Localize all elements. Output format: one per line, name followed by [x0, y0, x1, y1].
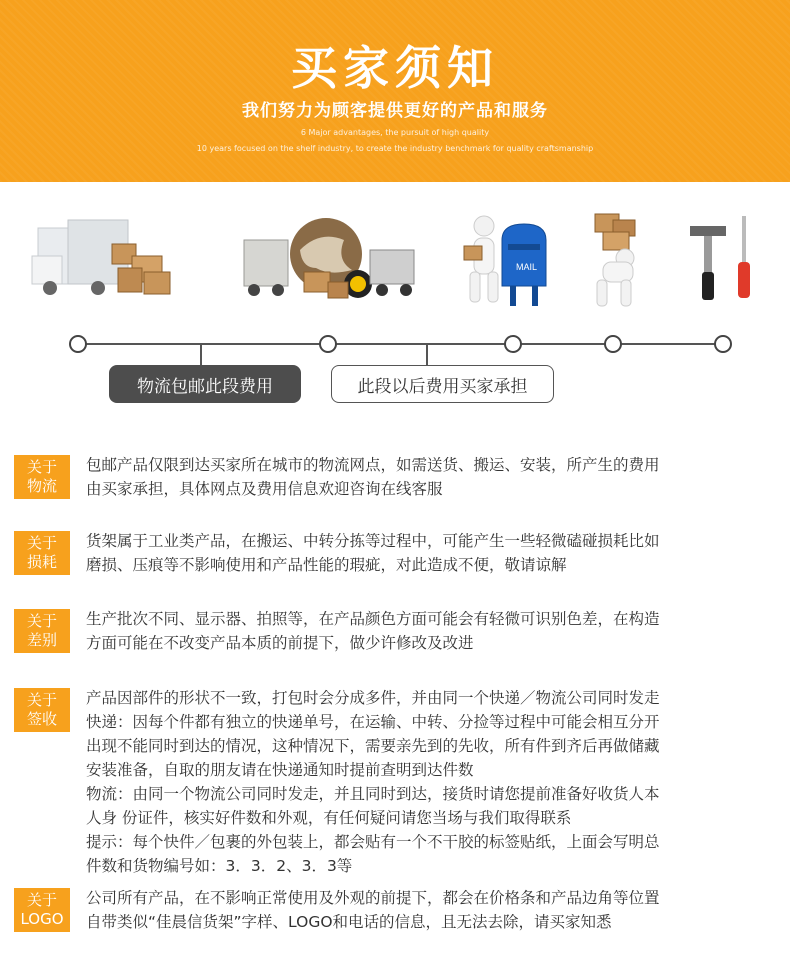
english-tagline-2: 10 years focused on the shelf industry, to create the industry benchmark for quality craftsmanship — [196, 144, 594, 153]
notice-text: 由买家承担，具体网点及费用信息欢迎咨询在线客服 — [86, 480, 443, 498]
notice-text: 提示：每个快件／包裹的外包装上，都会贴有一个不干胶的标签贴纸，上面会写明总 — [86, 833, 660, 851]
notice-text: 物流：由同一个物流公司同时发走，并且同时到达，接货时请您提前准备好收货人本 — [86, 785, 660, 803]
notice-text: 快递：因每个件都有独立的快递单号，在运输、中转、分捡等过程中可能会相互分开 — [86, 713, 660, 731]
notice-body — [86, 607, 786, 655]
header-banner — [0, 0, 790, 182]
timeline-node — [69, 335, 87, 353]
notice-body — [86, 686, 786, 878]
notice-text: 公司所有产品，在不影响正常使用及外观的前提下，都会在价格条和产品边角等位置 — [86, 889, 660, 907]
free-shipping-segment-label: 物流包邮此段费用 — [109, 365, 301, 403]
timeline-node — [319, 335, 337, 353]
timeline-connector — [200, 344, 202, 366]
notice-body — [86, 529, 786, 577]
notice-text: 磨损、压痕等不影响使用和产品性能的瑕疵，对此造成不便，敬请谅解 — [86, 556, 567, 574]
notice-tag — [14, 609, 70, 653]
notice-tag — [14, 688, 70, 732]
notice-tag-line: 关于 — [26, 691, 57, 709]
notice-logo — [14, 888, 784, 938]
notice-text: 安装准备，自取的朋友请在快递通知时提前查明到达件数 — [86, 761, 474, 779]
english-tagline-1: 6 Major advantages, the pursuit of high quality — [300, 128, 490, 137]
notice-tag-line: 损耗 — [26, 553, 57, 571]
notice-tag — [14, 531, 70, 575]
delivery-process-illustrations — [0, 210, 790, 320]
notice-text: 生产批次不同、显示器、拍照等，在产品颜色方面可能会有轻微可识别色差，在构造 — [86, 610, 660, 628]
notice-tag-line: 关于 — [26, 891, 57, 909]
notice-difference — [14, 609, 784, 659]
notice-text: 货架属于工业类产品，在搬运、中转分拣等过程中，可能产生一些轻微磕碰损耗比如 — [86, 532, 660, 550]
notice-text: 自带类似“佳晨信货架”字样、LOGO和电话的信息，且无法去除，请买家知悉 — [86, 913, 612, 931]
notice-tag-line: 差别 — [26, 631, 57, 649]
notice-tag-line: 关于 — [26, 534, 57, 552]
notice-text: 包邮产品仅限到达买家所在城市的物流网点，如需送货、搬运、安装，所产生的费用 — [86, 456, 660, 474]
notice-text: 件数和货物编号如：3．3．2、3．3等 — [86, 857, 353, 875]
carrying-boxes-icon — [575, 210, 665, 310]
global-logistics-icon — [240, 210, 420, 310]
notice-text: 产品因部件的形状不一致，打包时会分成多件，并由同一个快递／物流公司同时发走 — [86, 689, 660, 707]
page-title: 买家须知 — [291, 41, 499, 95]
buyer-paid-segment-label: 此段以后费用买家承担 — [331, 365, 554, 403]
notice-text: 方面可能在不改变产品本质的前提下，做少许修改及改进 — [86, 634, 474, 652]
tools-icon — [680, 210, 770, 310]
notice-tag-line: 关于 — [26, 612, 57, 630]
process-timeline — [76, 343, 726, 345]
notice-text: 出现不能同时到达的情况，这种情况下，需要亲先到的先收，所有件到齐后再做储藏 — [86, 737, 660, 755]
notice-wear — [14, 531, 784, 581]
notice-tag-line: 物流 — [26, 477, 57, 495]
notice-logistics — [14, 455, 784, 505]
timeline-node — [504, 335, 522, 353]
page-subtitle: 我们努力为顾客提供更好的产品和服务 — [242, 101, 548, 121]
notice-body — [86, 453, 786, 501]
notice-tag — [14, 888, 70, 932]
mailbox-delivery-icon — [460, 210, 560, 310]
notice-receipt — [14, 688, 784, 875]
notice-body — [86, 886, 786, 934]
notice-text: 人身 份证件，核实好件数和外观，有任何疑问请您当场与我们取得联系 — [86, 809, 572, 827]
notice-tag-line: 关于 — [26, 458, 57, 476]
timeline-node — [714, 335, 732, 353]
notice-tag-line: 签收 — [26, 710, 57, 728]
notice-tag — [14, 455, 70, 499]
mailbox-label: MAIL — [516, 262, 538, 272]
truck-loading-icon — [28, 210, 178, 310]
timeline-node — [604, 335, 622, 353]
notice-tag-line: LOGO — [20, 910, 64, 928]
timeline-connector — [426, 344, 428, 366]
